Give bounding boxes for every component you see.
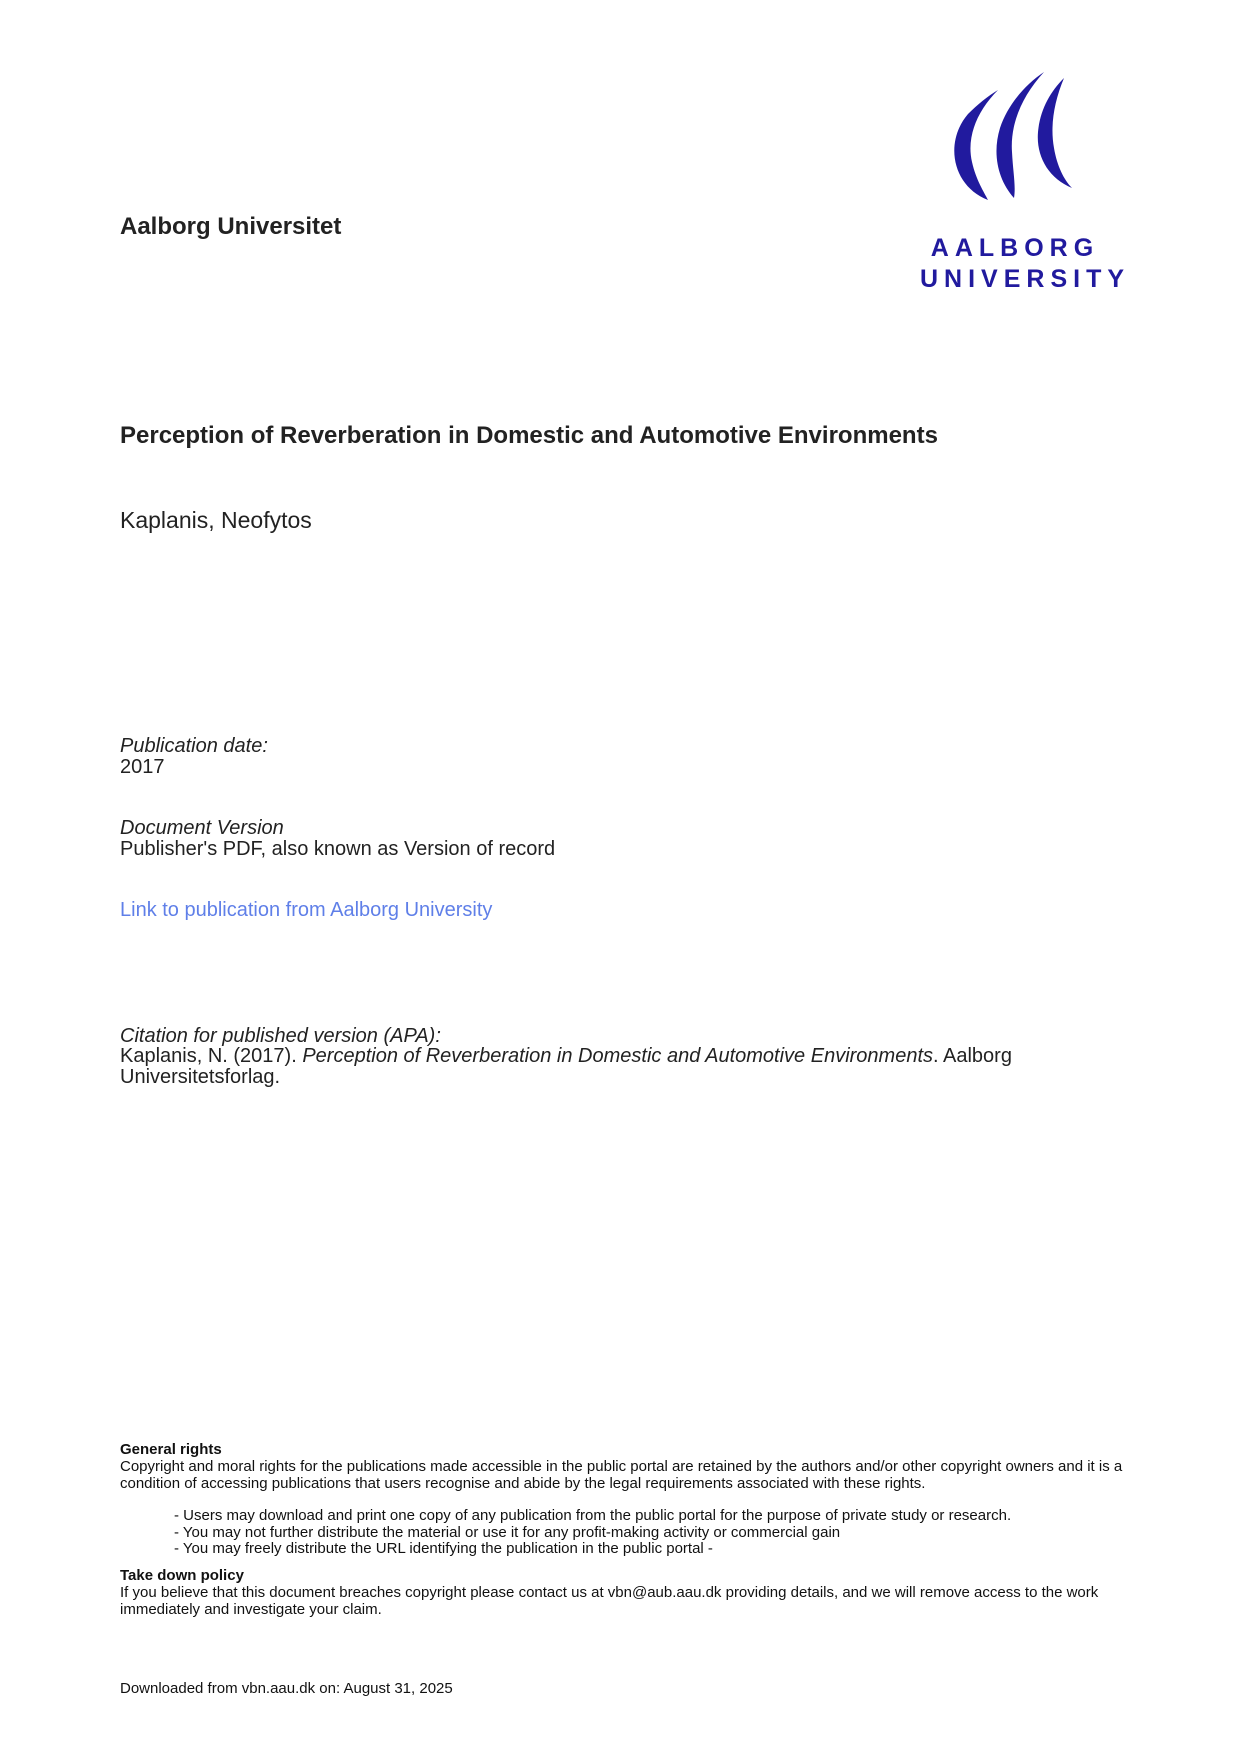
citation-text bbox=[120, 1046, 1080, 1088]
institution-name: Aalborg Universitet bbox=[120, 213, 342, 240]
list-item: - Users may download and print one copy of any publication from the public portal for the purpose of private study or research. bbox=[174, 1507, 1012, 1524]
take-down-policy-heading: Take down policy bbox=[120, 1567, 244, 1584]
citation-title: Perception of Reverberation in Domestic and Automotive Environments bbox=[302, 1045, 934, 1067]
document-version-value: Publisher's PDF, also known as Version of record bbox=[120, 838, 556, 860]
list-item: - You may not further distribute the material or use it for any profit-making activity or commercial gain bbox=[174, 1523, 841, 1541]
list-item: - You may freely distribute the URL identifying the publication in the public portal - bbox=[174, 1540, 713, 1557]
citation-suffix: . Aalborg Universitetsforlag. bbox=[120, 1045, 1012, 1088]
publication-author: Kaplanis, Neofytos bbox=[120, 507, 312, 533]
citation-prefix: Kaplanis, N. (2017). bbox=[120, 1045, 303, 1067]
publication-title: Perception of Reverberation in Domestic and Automotive Environments bbox=[120, 422, 938, 449]
take-down-policy-body: If you believe that this document breaches copyright please contact us at vbn@aub.aau.dk providing details, and we will remove access to the work immediately and investigate your claim. bbox=[120, 1584, 1099, 1618]
publication-date-label: Publication date: bbox=[120, 735, 268, 757]
document-version-label: Document Version bbox=[120, 817, 284, 839]
rights-list bbox=[174, 1508, 1011, 1558]
logo-text-university: UNIVERSITY bbox=[919, 265, 1131, 293]
citation-label: Citation for published version (APA): bbox=[120, 1025, 441, 1047]
publication-date-value: 2017 bbox=[120, 756, 165, 778]
logo-text-aalborg: AALBORG bbox=[930, 234, 1100, 262]
general-rights-body: Copyright and moral rights for the publications made accessible in the public portal are retained by the authors and/or other copyright owners and it is a condition of accessing publications that users recognise and abide by the legal requirements associated with these rights. bbox=[120, 1458, 1123, 1492]
publication-link[interactable]: Link to publication from Aalborg University bbox=[120, 899, 493, 921]
download-info: Downloaded from vbn.aau.dk on: August 31, 2025 bbox=[120, 1680, 453, 1697]
general-rights-heading: General rights bbox=[120, 1441, 222, 1458]
aalborg-university-logo-icon bbox=[948, 70, 1072, 200]
